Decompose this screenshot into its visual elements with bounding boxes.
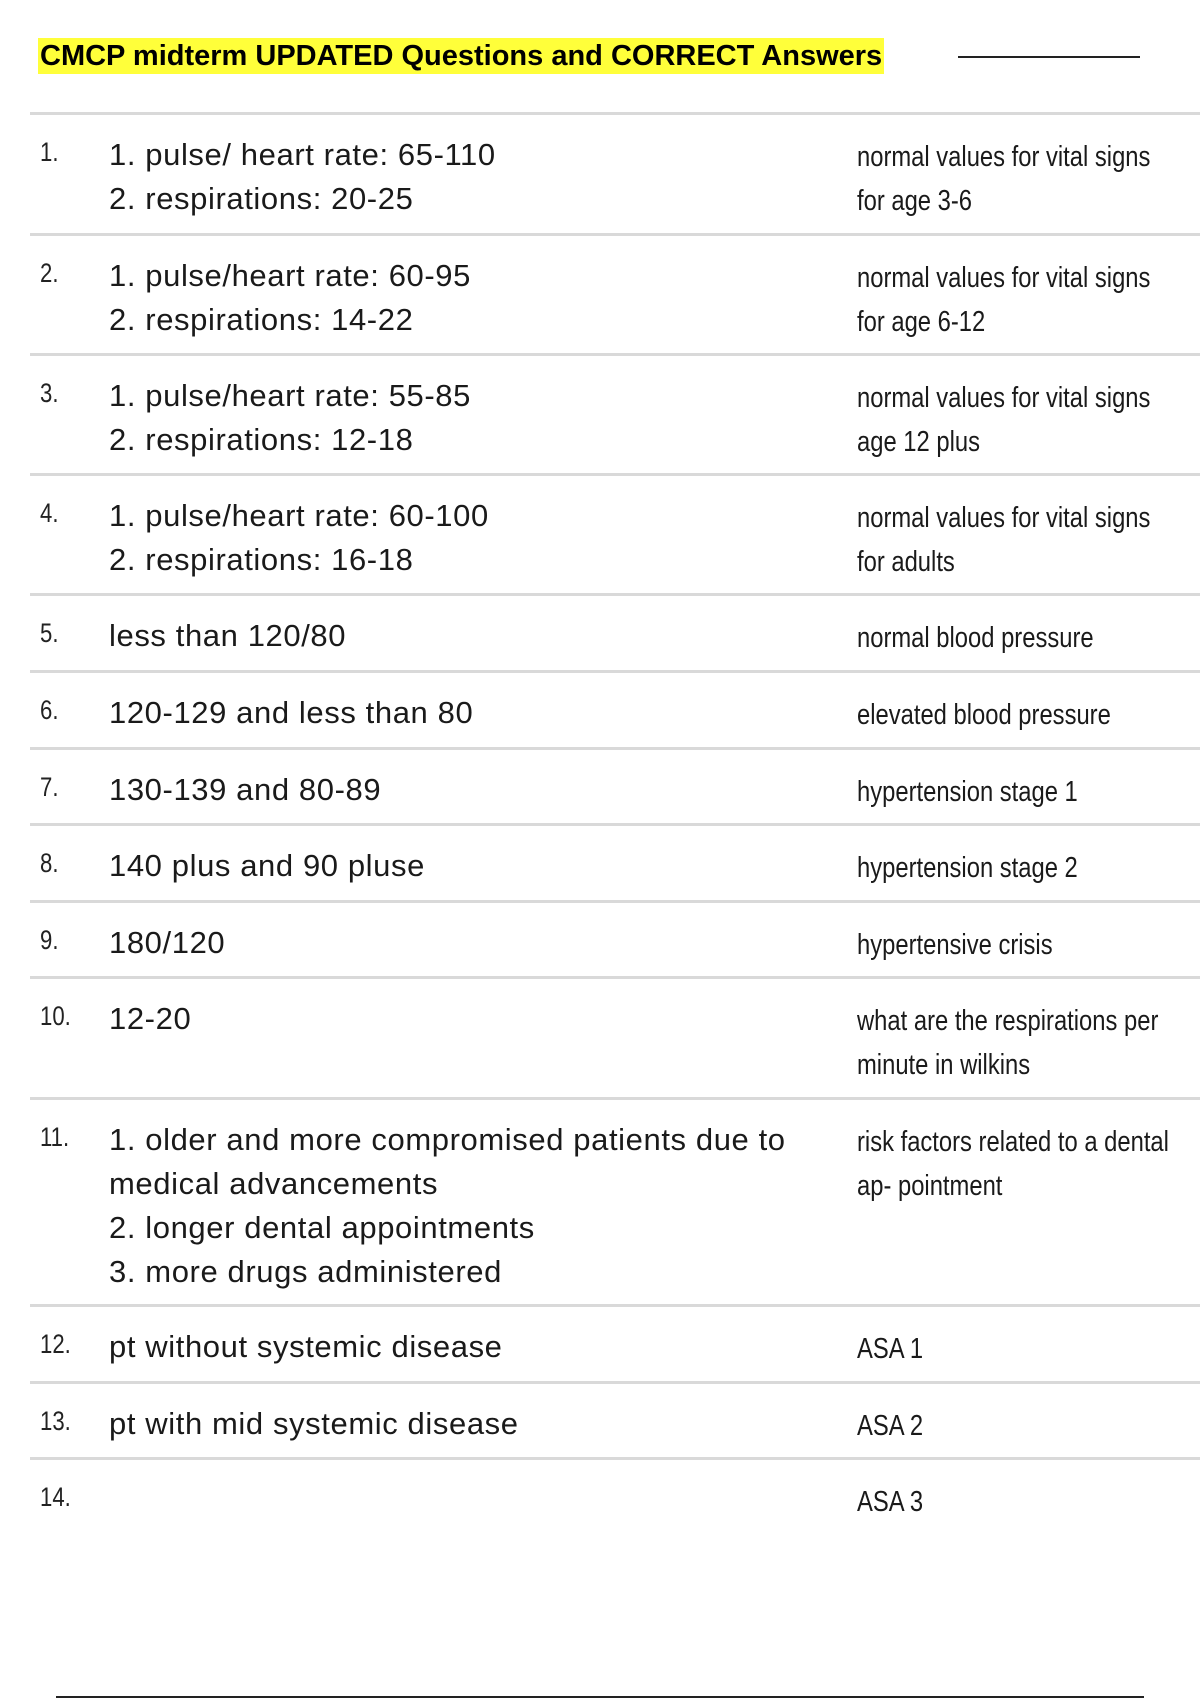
term-line: 2. respirations: 12-18 xyxy=(109,422,414,457)
term-line: 1. older and more compromised patients due to medical advancements xyxy=(109,1122,786,1201)
term-cell xyxy=(109,921,849,965)
definition-cell: what are the respirations per minute in wilkins xyxy=(857,1005,1159,1081)
term-cell xyxy=(109,1325,849,1369)
table-row xyxy=(30,1381,1200,1457)
row-number: 9. xyxy=(40,925,59,955)
definition-cell: normal values for vital signs for adults xyxy=(857,502,1151,578)
term-line: 2. respirations: 14-22 xyxy=(109,302,414,337)
definition-cell: normal blood pressure xyxy=(857,622,1094,654)
term-cell xyxy=(109,494,849,582)
page-bottom-rule xyxy=(56,1696,1144,1698)
table-row xyxy=(30,112,1200,233)
term-cell xyxy=(109,844,849,888)
row-number: 3. xyxy=(40,378,59,408)
row-number: 1. xyxy=(40,137,59,167)
row-number: 6. xyxy=(40,695,59,725)
document-title: CMCP midterm UPDATED Questions and CORRECT Answers xyxy=(40,40,883,72)
table-row xyxy=(30,233,1200,353)
table-row xyxy=(30,976,1200,1097)
row-number: 5. xyxy=(40,618,59,648)
row-number: 13. xyxy=(40,1406,71,1436)
term-line: 3. more drugs administered xyxy=(109,1254,502,1289)
row-number: 11. xyxy=(40,1122,70,1152)
row-number: 4. xyxy=(40,498,59,528)
term-cell xyxy=(109,374,849,462)
term-cell xyxy=(109,997,849,1041)
definition-cell: normal values for vital signs for age 6-12 xyxy=(857,262,1151,338)
table-row xyxy=(30,823,1200,900)
definition-cell: ASA 1 xyxy=(857,1333,924,1365)
definition-cell: risk factors related to a dental ap- pointment xyxy=(857,1126,1169,1202)
definition-cell: normal values for vital signs age 12 plus xyxy=(857,382,1151,458)
term-line: 2. longer dental appointments xyxy=(109,1210,535,1245)
row-number: 14. xyxy=(40,1482,71,1512)
definition-cell: hypertensive crisis xyxy=(857,929,1053,961)
table-row xyxy=(30,1457,1200,1537)
term-line: 130-139 and 80-89 xyxy=(109,772,382,807)
term-cell xyxy=(109,1118,849,1294)
term-line: 1. pulse/heart rate: 60-100 xyxy=(109,498,489,533)
row-number: 10. xyxy=(40,1001,71,1031)
definition-cell: hypertension stage 1 xyxy=(857,776,1078,808)
term-cell xyxy=(109,691,849,735)
row-number: 2. xyxy=(40,258,59,288)
term-line: 12-20 xyxy=(109,1001,192,1036)
definition-cell: normal values for vital signs for age 3-6 xyxy=(857,141,1151,217)
definition-cell: ASA 3 xyxy=(857,1486,924,1518)
table-row xyxy=(30,670,1200,747)
definition-cell: elevated blood pressure xyxy=(857,699,1111,731)
row-number: 7. xyxy=(40,772,59,802)
term-line: 1. pulse/heart rate: 60-95 xyxy=(109,258,471,293)
term-line: 120-129 and less than 80 xyxy=(109,695,474,730)
table-row xyxy=(30,353,1200,473)
term-line: 140 plus and 90 pluse xyxy=(109,848,425,883)
definition-cell: hypertension stage 2 xyxy=(857,852,1078,884)
term-cell xyxy=(109,133,849,221)
table-row xyxy=(30,1097,1200,1304)
title-rule xyxy=(958,56,1140,58)
term-cell xyxy=(109,1402,849,1446)
table-row xyxy=(30,1304,1200,1381)
term-line: 2. respirations: 16-18 xyxy=(109,542,414,577)
term-line: 2. respirations: 20-25 xyxy=(109,181,414,216)
term-line: 180/120 xyxy=(109,925,226,960)
table-row xyxy=(30,473,1200,593)
term-cell xyxy=(109,254,849,342)
definition-cell: ASA 2 xyxy=(857,1410,924,1442)
table-row xyxy=(30,593,1200,670)
term-cell xyxy=(109,614,849,658)
document-header xyxy=(38,38,1140,78)
term-line: less than 120/80 xyxy=(109,618,347,653)
term-line: pt with mid systemic disease xyxy=(109,1406,519,1441)
row-number: 8. xyxy=(40,848,59,878)
term-line: 1. pulse/ heart rate: 65-110 xyxy=(109,137,496,172)
term-line: 1. pulse/heart rate: 55-85 xyxy=(109,378,471,413)
table-row xyxy=(30,747,1200,823)
term-line: pt without systemic disease xyxy=(109,1329,503,1364)
qa-table xyxy=(30,112,1200,1537)
table-row xyxy=(30,900,1200,976)
row-number: 12. xyxy=(40,1329,71,1359)
term-cell xyxy=(109,768,849,812)
